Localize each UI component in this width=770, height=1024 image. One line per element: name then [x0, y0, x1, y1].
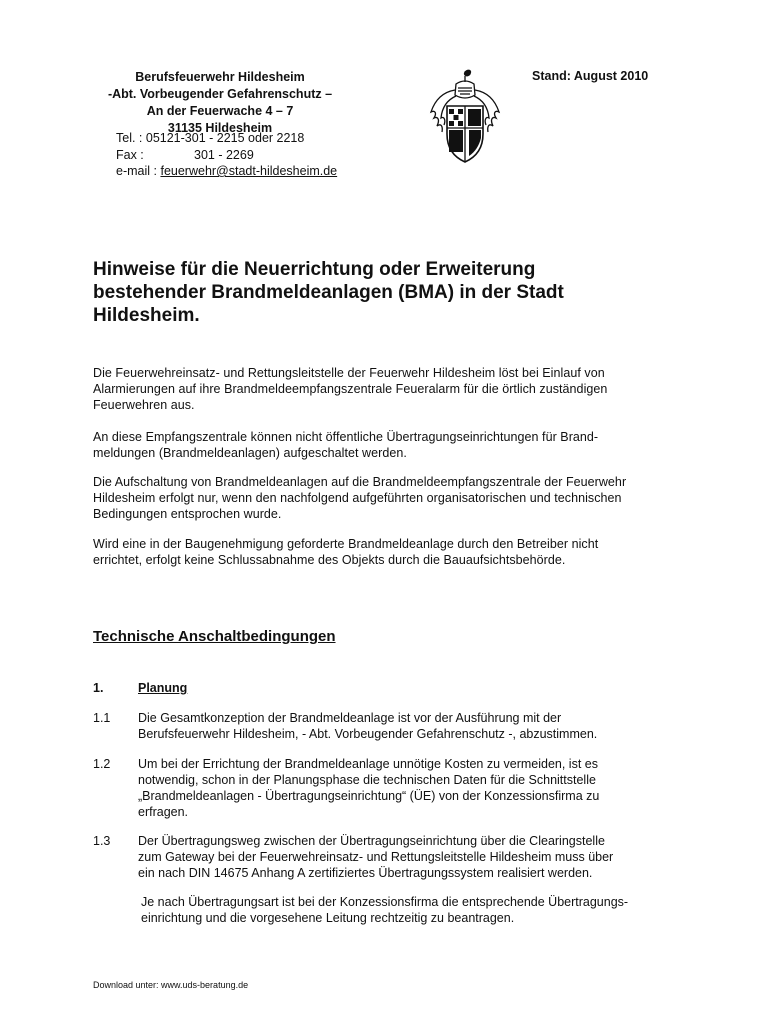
fax-label: Fax : — [116, 147, 144, 162]
text-line: Die Gesamtkonzeption der Brandmeldeanlage ist vor der Ausführung mit der — [138, 711, 562, 725]
title-line: Hildesheim. — [93, 305, 200, 326]
text-line: notwendig, schon in der Planungsphase die technischen Daten für die Schnittstelle — [138, 773, 596, 787]
fax-value: 301 - 2269 — [194, 147, 254, 162]
intro-paragraph-2 — [93, 429, 733, 461]
email-link[interactable]: feuerwehr@stadt-hildesheim.de — [160, 164, 338, 178]
text-line: meldungen (Brandmeldeanlagen) aufgeschaltet werden. — [93, 446, 407, 460]
email-label: e-mail : — [116, 164, 157, 178]
title-line: bestehender Brandmeldeanlagen (BMA) in der Stadt — [93, 282, 564, 303]
text-line: Alarmierungen auf ihre Brandmeldeempfangszentrale Feueralarm für die örtlich zuständigen — [93, 382, 608, 396]
org-name: Berufsfeuerwehr Hildesheim — [135, 70, 305, 84]
fax-line — [116, 147, 416, 164]
org-street: An der Feuerwache 4 – 7 — [146, 104, 294, 118]
text-line: ein nach DIN 14675 Anhang A zertifiziertes Übertragungssystem realisiert werden. — [138, 866, 593, 880]
title-line: Hinweise für die Neuerrichtung oder Erweiterung — [93, 259, 536, 280]
text-line: Je nach Übertragungsart ist bei der Konzessionsfirma die entsprechende Übertragungs- — [141, 895, 629, 909]
phone-line: Tel. : 05121-301 - 2215 oder 2218 — [116, 131, 305, 145]
intro-paragraph-1 — [93, 365, 733, 413]
item-text — [138, 756, 738, 820]
intro-paragraph-4 — [93, 536, 733, 568]
item-number: 1.1 — [93, 711, 111, 725]
org-address-block — [80, 69, 360, 137]
subsection-number: 1. — [93, 681, 104, 695]
text-line: Wird eine in der Baugenehmigung geforderte Brandmeldeanlage durch den Betreiber nicht — [93, 537, 599, 551]
item-number: 1.3 — [93, 834, 111, 848]
text-line: einrichtung und die vorgesehene Leitung rechtzeitig zu beantragen. — [141, 911, 515, 925]
item-text — [138, 833, 738, 881]
text-line: Bedingungen entsprochen wurde. — [93, 507, 282, 521]
text-line: „Brandmeldeanlagen - Übertragungseinrichtung“ (ÜE) von der Konzessionsfirma zu — [138, 789, 600, 803]
text-line: Feuerwehren aus. — [93, 398, 195, 412]
section-heading: Technische Anschaltbedingungen — [93, 628, 336, 645]
text-line: Um bei der Errichtung der Brandmeldeanlage unnötige Kosten zu vermeiden, ist es — [138, 757, 598, 771]
org-city: 31135 Hildesheim — [167, 121, 273, 135]
text-line: Berufsfeuerwehr Hildesheim, - Abt. Vorbeugender Gefahrenschutz -, abzustimmen. — [138, 727, 598, 741]
coat-of-arms-emblem — [425, 68, 505, 168]
item-text — [138, 710, 738, 742]
intro-paragraph-3 — [93, 474, 733, 522]
item-number: 1.2 — [93, 757, 111, 771]
text-line: Die Aufschaltung von Brandmeldeanlagen auf die Brandmeldeempfangszentrale der Feuerwehr — [93, 475, 627, 489]
text-line: erfragen. — [138, 805, 189, 819]
email-line — [116, 163, 416, 180]
stand-date: Stand: August 2010 — [532, 69, 649, 83]
text-line: Die Feuerwehreinsatz- und Rettungsleitstelle der Feuerwehr Hildesheim löst bei Einlauf von — [93, 366, 605, 380]
footer-download-note: Download unter: www.uds-beratung.de — [93, 980, 249, 990]
item-text-continued — [141, 894, 741, 926]
text-line: An diese Empfangszentrale können nicht öffentliche Übertragungseinrichtungen für Brand- — [93, 430, 599, 444]
document-title — [93, 258, 733, 327]
text-line: errichtet, erfolgt keine Schlussabnahme des Objekts durch die Bauaufsichtsbehörde. — [93, 553, 566, 567]
text-line: zum Gateway bei der Feuerwehreinsatz- und Rettungsleitstelle Hildesheim muss über — [138, 850, 614, 864]
text-line: Der Übertragungsweg zwischen der Übertragungseinrichtung über die Clearingstelle — [138, 834, 605, 848]
text-line: Hildesheim erfolgt nur, wenn den nachfolgend aufgeführten organisatorischen und technischen — [93, 491, 622, 505]
contact-block — [116, 130, 416, 180]
subsection-title: Planung — [138, 681, 188, 695]
org-department: -Abt. Vorbeugender Gefahrenschutz – — [107, 87, 333, 101]
